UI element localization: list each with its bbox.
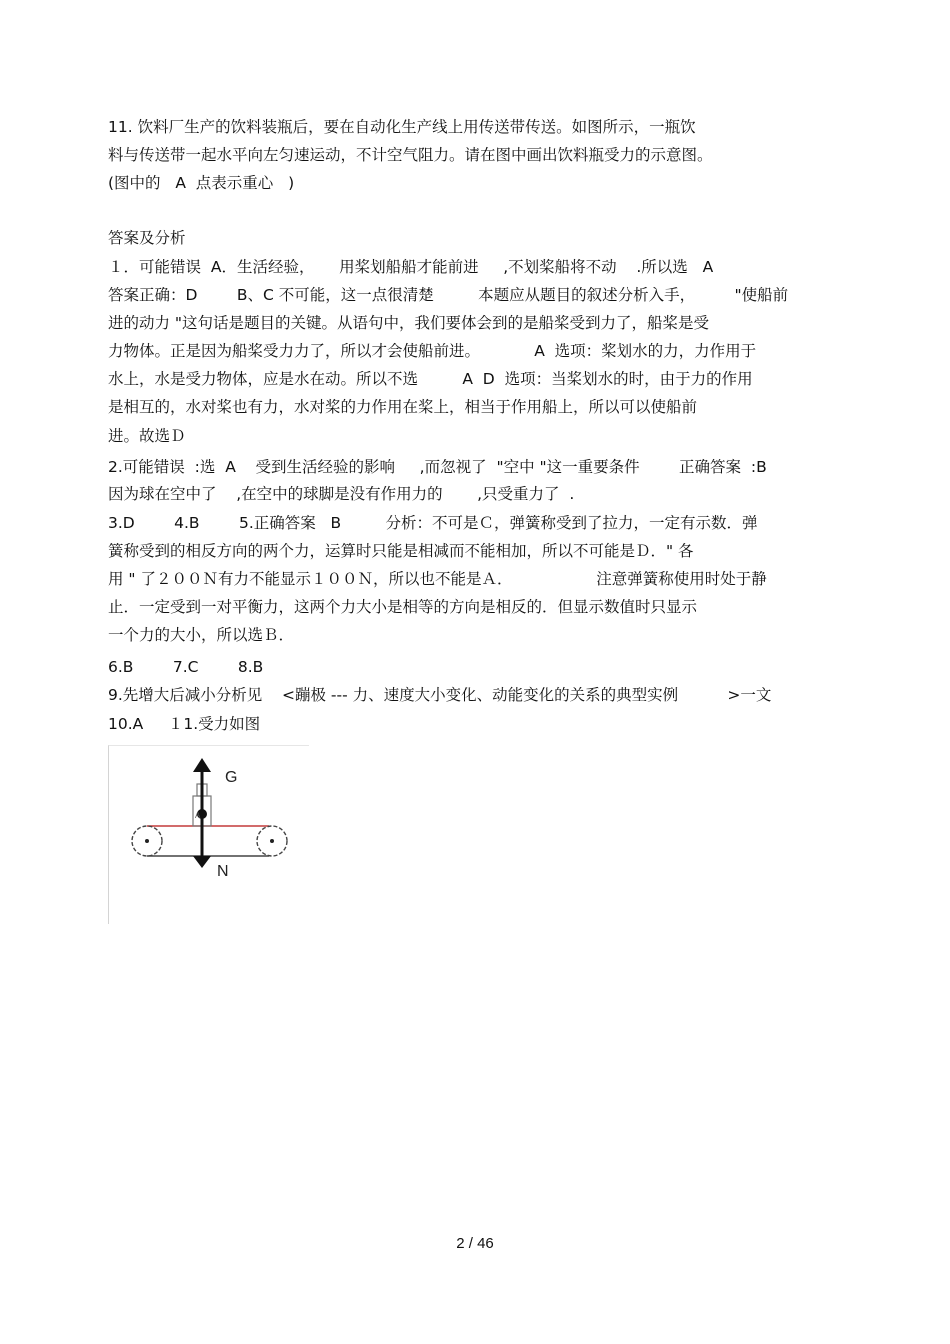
left-pulley xyxy=(132,826,162,856)
question-line-3: (图中的 A 点表示重心 ) xyxy=(108,174,295,192)
normal-force-arrow xyxy=(193,814,211,868)
answer-line: 9.先增大后减小分析见 <蹦极 --- 力、速度大小变化、动能变化的关系的典型实例 >一文 xyxy=(108,686,772,704)
answer-line: 用 " 了２００Ｎ有力不能显示１００Ｎ，所以也不能是Ａ． 注意弹簧称使用时处于静 xyxy=(108,570,767,588)
answer-line: 水上，水是受力物体，应是水在动。所以不选 A D 选项：当桨划水的时，由于力的作用 xyxy=(108,370,753,388)
answer-line: 是相互的，水对桨也有力，水对桨的力作用在桨上，相当于作用船上，所以可以使船前 xyxy=(108,398,698,416)
answer-line: 进。故选Ｄ xyxy=(108,427,186,445)
answer-line: １．可能错误 A．生活经验， 用桨划船船才能前进 ,不划桨船将不动 .所以选 A xyxy=(108,258,714,276)
answer-line: 止．一定受到一对平衡力，这两个力大小是相等的方向是相反的．但显示数值时只显示 xyxy=(108,598,698,616)
answers-heading: 答案及分析 xyxy=(108,229,186,247)
answer-line: 力物体。正是因为船桨受力力了，所以才会使船前进。 A 选项：桨划水的力，力作用于 xyxy=(108,342,757,360)
page-number: 2 / 46 xyxy=(456,1235,494,1252)
point-a-label: A xyxy=(195,811,201,820)
right-pulley xyxy=(257,826,287,856)
answer-line: 2.可能错误 :选 A 受到生活经验的影响 ,而忽视了 "空中 "这一重要条件 正确答案 :B xyxy=(108,458,767,476)
answer-line: 6.B 7.C 8.B xyxy=(108,658,264,676)
answer-line: 一个力的大小，所以选Ｂ． xyxy=(108,626,295,644)
answer-line: 因为球在空中了 ,在空中的球脚是没有作用力的 ,只受重力了 . xyxy=(108,485,575,503)
question-line-2: 料与传送带一起水平向左匀速运动，不计空气阻力。请在图中画出饮料瓶受力的示意图。 xyxy=(108,146,713,164)
answer-line: 进的动力 "这句话是题目的关键。从语句中，我们要体会到的是船桨受到力了，船桨是受 xyxy=(108,314,710,332)
answer-line: 3.D 4.B 5.正确答案 B 分析：不可是Ｃ，弹簧称受到了拉力，一定有示数．弹 xyxy=(108,514,758,532)
gravity-arrow xyxy=(193,758,211,814)
question-line-1: 11. 饮料厂生产的饮料装瓶后，要在自动化生产线上用传送带传送。如图所示，一瓶饮 xyxy=(108,118,696,136)
answer-line: 答案正确：D B、C 不可能，这一点很清楚 本题应从题目的叙述分析入手， "使船前 xyxy=(108,286,789,304)
answer-line: 簧称受到的相反方向的两个力，运算时只能是相减而不能相加，所以不可能是Ｄ．" 各 xyxy=(108,542,694,560)
force-diagram xyxy=(108,745,309,924)
label-g: G xyxy=(225,769,238,786)
label-n: N xyxy=(217,863,229,880)
answer-line: 10.A １1.受力如图 xyxy=(108,715,261,733)
